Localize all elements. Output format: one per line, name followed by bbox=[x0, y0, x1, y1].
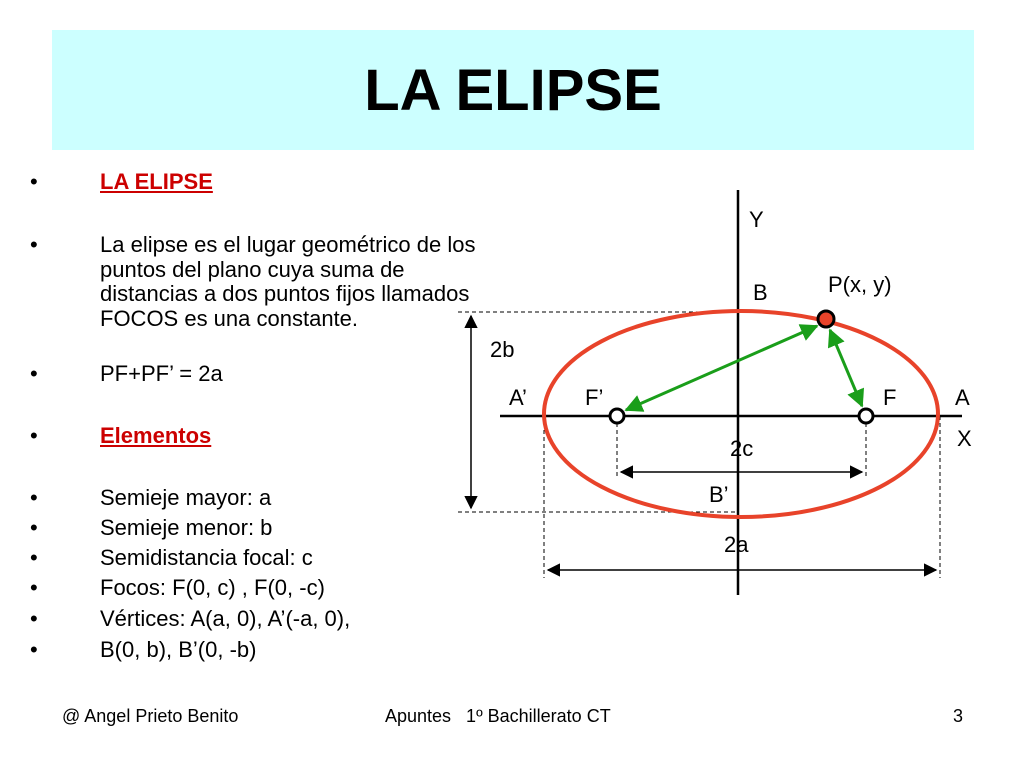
label-2c: 2c bbox=[730, 436, 754, 461]
footer-course: Apuntes 1º Bachillerato CT bbox=[385, 706, 611, 726]
bullet-text: Elementos bbox=[100, 423, 212, 448]
segment-pf-prime bbox=[626, 326, 817, 410]
label-b: B bbox=[753, 280, 768, 305]
bullet-dot: • bbox=[30, 515, 38, 540]
label-2a: 2a bbox=[724, 532, 749, 557]
bullet-dot: • bbox=[30, 606, 38, 631]
bullet-text: Semidistancia focal: c bbox=[100, 545, 313, 570]
ellipse-curve bbox=[544, 311, 938, 517]
focus-f-point bbox=[859, 409, 873, 423]
label-b-prime: B’ bbox=[709, 482, 729, 507]
label-2b: 2b bbox=[490, 337, 515, 362]
bullet-text: PF+PF’ = 2a bbox=[100, 361, 223, 386]
point-p-marker bbox=[818, 311, 834, 327]
bullet-text: Focos: F(0, c) , F(0, -c) bbox=[100, 575, 325, 600]
bullet-text: LA ELIPSE bbox=[100, 169, 213, 194]
bullet-dot: • bbox=[30, 232, 38, 257]
focus-f-prime-point bbox=[610, 409, 624, 423]
label-f-prime: F’ bbox=[585, 385, 604, 410]
slide-title: LA ELIPSE bbox=[364, 57, 662, 123]
segment-pf bbox=[830, 330, 862, 406]
bullet-dot: • bbox=[30, 637, 38, 662]
label-a: A bbox=[955, 385, 970, 410]
bullet-dot: • bbox=[30, 423, 38, 448]
bullet-dot: • bbox=[30, 169, 38, 194]
bullet-dot: • bbox=[30, 575, 38, 600]
label-a-prime: A’ bbox=[509, 385, 527, 410]
bullet-text: Semieje mayor: a bbox=[100, 485, 272, 510]
bullet-text: Semieje menor: b bbox=[100, 515, 273, 540]
label-x-axis: X bbox=[957, 426, 972, 451]
label-y-axis: Y bbox=[749, 207, 764, 232]
bullet-dot: • bbox=[30, 361, 38, 386]
bullet-dot: • bbox=[30, 545, 38, 570]
footer-author: @ Angel Prieto Benito bbox=[62, 706, 239, 726]
label-p: P(x, y) bbox=[828, 272, 892, 297]
footer-page-number: 3 bbox=[953, 706, 964, 726]
bullet-text: Vértices: A(a, 0), A’(-a, 0), bbox=[100, 606, 351, 631]
label-f: F bbox=[883, 385, 897, 410]
bullet-text: B(0, b), B’(0, -b) bbox=[100, 637, 257, 662]
bullet-dot: • bbox=[30, 485, 38, 510]
bullet-text: La elipse es el lugar geométrico de los puntos del plano cuya suma de distancias a dos puntos fijos llamados FOCOS es una constante. bbox=[100, 232, 476, 331]
